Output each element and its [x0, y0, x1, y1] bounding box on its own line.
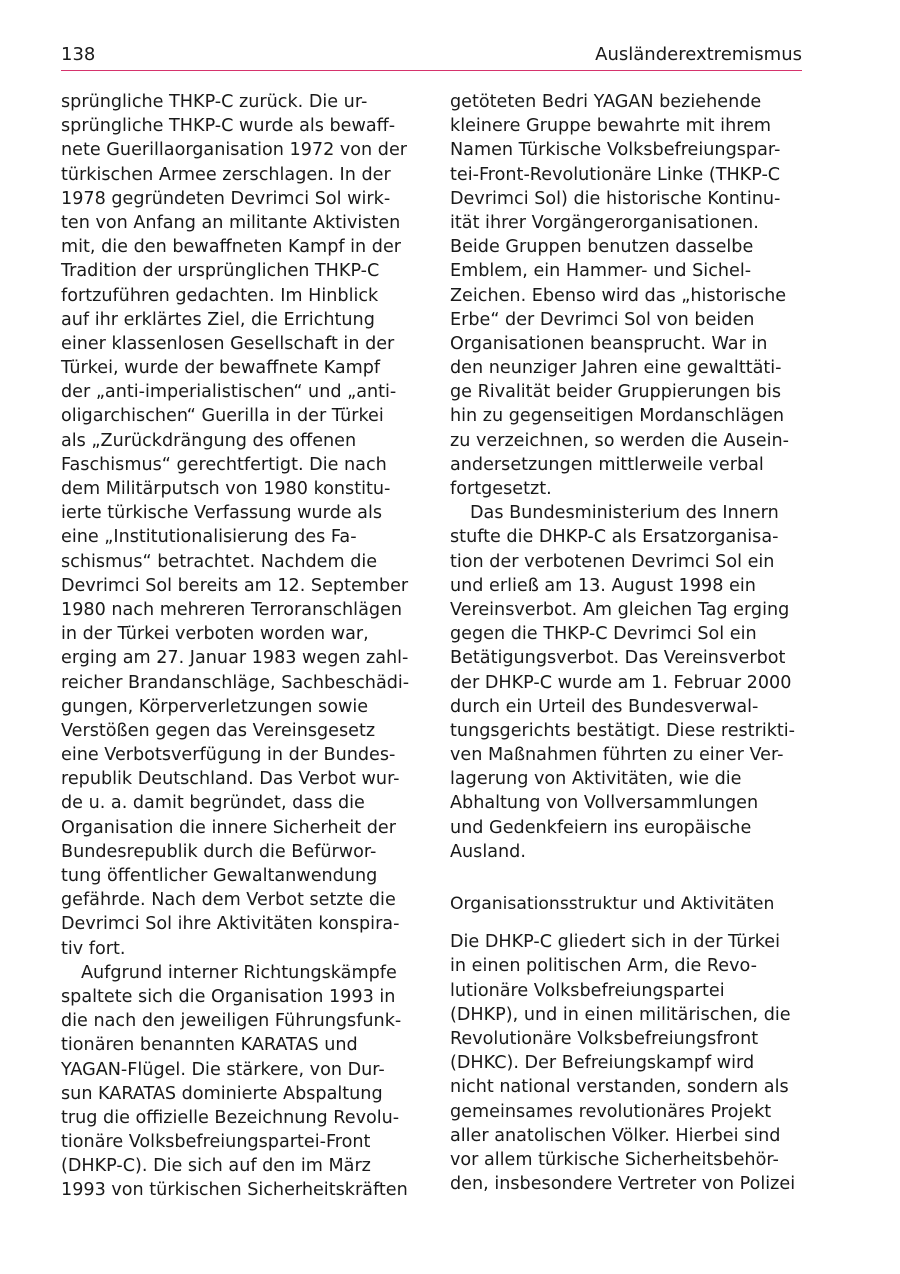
- text-line: aller anatolischen Völker. Hierbei sind: [450, 1125, 781, 1146]
- text-line: andersetzungen mittlerweile verbal: [450, 454, 764, 475]
- text-line: Vereinsverbot. Am gleichen Tag erging: [450, 599, 790, 620]
- text-line: tionären benannten KARATAS und: [61, 1035, 358, 1056]
- text-line: tionäre Volksbefreiungspartei-Front: [61, 1132, 371, 1153]
- text-line: Revolutionäre Volksbefreiungsfront: [450, 1028, 759, 1049]
- text-line: Tradition der ursprünglichen THKP-C: [61, 261, 380, 282]
- text-line: (DHKC). Der Befreiungskampf wird: [450, 1053, 755, 1074]
- text-line: Die DHKP-C gliedert sich in der Türkei: [450, 932, 781, 953]
- text-line: gungen, Körperverletzungen sowie: [61, 696, 369, 717]
- text-line: Verstößen gegen das Vereinsgesetz: [61, 720, 376, 741]
- text-line: spaltete sich die Organisation 1993 in: [61, 986, 396, 1007]
- text-line: republik Deutschland. Das Verbot wur-: [61, 769, 400, 790]
- text-line: 1993 von türkischen Sicherheitskräften: [61, 1180, 408, 1201]
- text-line: den neunziger Jahren eine gewalttäti-: [450, 358, 782, 379]
- text-line: mit, die den bewaffneten Kampf in der: [61, 237, 402, 258]
- text-line: gegen die THKP-C Devrimci Sol ein: [450, 624, 757, 645]
- text-line: tei-Front-Revolutionäre Linke (THKP-C: [450, 164, 781, 185]
- text-line: fortgesetzt.: [450, 479, 552, 499]
- text-line: der DHKP-C wurde am 1. Februar 2000: [450, 672, 792, 693]
- text-line: ge Rivalität beider Gruppierungen bis: [450, 382, 782, 403]
- text-line: gefährde. Nach dem Verbot setzte die: [61, 890, 396, 911]
- text-line: Zeichen. Ebenso wird das „historische: [450, 285, 787, 306]
- text-line: lutionäre Volksbefreiungspartei: [450, 980, 725, 1001]
- text-line: Betätigungsverbot. Das Vereinsverbot: [450, 648, 786, 669]
- text-line: türkischen Armee zerschlagen. In der: [61, 164, 391, 185]
- text-line: kleinere Gruppe bewahrte mit ihrem: [450, 116, 772, 137]
- text-line: ität ihrer Vorgängerorganisationen.: [450, 212, 759, 233]
- text-line: durch ein Urteil des Bundesverwal-: [450, 696, 759, 717]
- text-line: tungsgerichts bestätigt. Diese restrikti-: [450, 720, 796, 741]
- running-title: Ausländerextremismus: [595, 44, 802, 65]
- text-line: sun KARATAS dominierte Abspaltung: [61, 1083, 383, 1104]
- text-line: als „Zurückdrängung des offenen: [61, 430, 357, 451]
- right-column: [450, 90, 802, 1196]
- text-line: eine „Institutionalisierung des Fa-: [61, 527, 357, 548]
- text-line: ten von Anfang an militante Aktivisten: [61, 212, 401, 233]
- text-line: reicher Brandanschläge, Sachbeschädi-: [61, 672, 410, 693]
- text-line: YAGAN-Flügel. Die stärkere, von Dur-: [61, 1059, 385, 1080]
- text-line: nete Guerillaorganisation 1972 von der: [61, 140, 408, 161]
- text-line: Devrimci Sol bereits am 12. September: [61, 575, 409, 596]
- text-line: tion der verbotenen Devrimci Sol ein: [450, 551, 775, 572]
- text-line: Das Bundesministerium des Innern: [470, 503, 779, 524]
- text-line: Devrimci Sol) die historische Kontinu-: [450, 188, 781, 209]
- text-line: Organisationen beansprucht. War in: [450, 333, 768, 354]
- text-line: (DHKP-C). Die sich auf den im März: [61, 1156, 371, 1177]
- text-line: auf ihr erklärtes Ziel, die Errichtung: [61, 309, 375, 330]
- left-column: [61, 90, 413, 1203]
- text-line: sprüngliche THKP-C wurde als bewaff-: [61, 116, 396, 137]
- text-line: ven Maßnahmen führten zu einer Ver-: [450, 745, 784, 766]
- text-line: ierte türkische Verfassung wurde als: [61, 503, 383, 524]
- text-line: Beide Gruppen benutzen dasselbe: [450, 237, 754, 258]
- text-line: schismus“ betrachtet. Nachdem die: [61, 551, 378, 572]
- text-line: und erließ am 13. August 1998 ein: [450, 575, 756, 596]
- text-line: fortzuführen gedachten. Im Hinblick: [61, 285, 379, 306]
- text-line: vor allem türkische Sicherheitsbehör-: [450, 1149, 779, 1170]
- text-line: Faschismus“ gerechtfertigt. Die nach: [61, 454, 387, 475]
- text-line: Ausland.: [450, 841, 526, 862]
- text-line: der „anti-imperialistischen“ und „anti-: [61, 382, 397, 403]
- text-line: Erbe“ der Devrimci Sol von beiden: [450, 309, 755, 330]
- text-line: Emblem, ein Hammer- und Sichel-: [450, 261, 752, 282]
- text-line: 1978 gegründeten Devrimci Sol wirk-: [61, 188, 391, 209]
- text-line: dem Militärputsch von 1980 konstitu-: [61, 479, 391, 499]
- text-line: erging am 27. Januar 1983 wegen zahl-: [61, 648, 409, 669]
- page-number: 138: [61, 44, 96, 65]
- text-line: Organisation die innere Sicherheit der: [61, 817, 396, 838]
- section-heading: Organisationsstruktur und Aktivitäten: [450, 894, 775, 914]
- text-line: tung öffentlicher Gewaltanwendung: [61, 866, 378, 886]
- text-line: tiv fort.: [61, 938, 126, 959]
- text-line: einer klassenlosen Gesellschaft in der: [61, 333, 395, 354]
- text-line: getöteten Bedri YAGAN beziehende: [450, 92, 762, 112]
- text-line: Abhaltung von Vollversammlungen: [450, 793, 759, 814]
- text-line: 1980 nach mehreren Terroranschlägen: [61, 599, 402, 620]
- text-line: de u. a. damit begründet, dass die: [61, 793, 365, 814]
- text-line: gemeinsames revolutionäres Projekt: [450, 1101, 772, 1122]
- text-line: oligarchischen“ Guerilla in der Türkei: [61, 406, 384, 427]
- text-line: stufte die DHKP-C als Ersatzorganisa-: [450, 527, 779, 548]
- text-line: sprüngliche THKP-C zurück. Die ur-: [61, 92, 368, 112]
- text-line: in der Türkei verboten worden war,: [61, 624, 369, 645]
- text-line: den, insbesondere Vertreter von Polizei: [450, 1174, 796, 1195]
- text-line: zu verzeichnen, so werden die Ausein-: [450, 430, 789, 451]
- text-line: (DHKP), und in einen militärischen, die: [450, 1004, 791, 1025]
- text-line: Türkei, wurde der bewaffnete Kampf: [61, 358, 381, 379]
- text-line: hin zu gegenseitigen Mordanschlägen: [450, 406, 785, 427]
- text-line: trug die offizielle Bezeichnung Revolu-: [61, 1107, 400, 1128]
- text-line: Aufgrund interner Richtungskämpfe: [81, 962, 397, 983]
- text-line: eine Verbotsverfügung in der Bundes-: [61, 745, 396, 766]
- text-line: nicht national verstanden, sondern als: [450, 1077, 789, 1098]
- header-rule: [61, 70, 802, 71]
- text-line: Bundesrepublik durch die Befürwor-: [61, 841, 377, 862]
- text-line: lagerung von Aktivitäten, wie die: [450, 769, 742, 790]
- text-line: Namen Türkische Volksbefreiungspar-: [450, 140, 781, 161]
- text-line: und Gedenkfeiern ins europäische: [450, 817, 752, 838]
- text-line: die nach den jeweiligen Führungsfunk-: [61, 1011, 402, 1032]
- text-line: in einen politischen Arm, die Revo-: [450, 956, 757, 977]
- text-line: Devrimci Sol ihre Aktivitäten konspira-: [61, 914, 400, 935]
